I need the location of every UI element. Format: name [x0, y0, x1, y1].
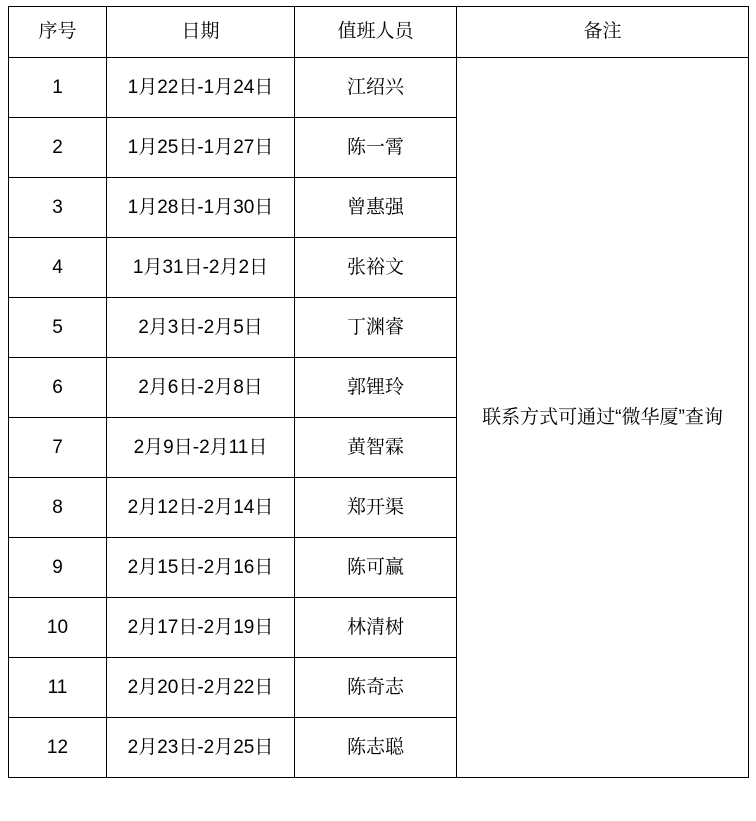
- cell-index: 1: [9, 58, 107, 118]
- cell-index: 12: [9, 718, 107, 778]
- column-header-index: 序号: [9, 7, 107, 58]
- cell-date: 2月12日-2月14日: [107, 478, 295, 538]
- cell-date: 1月22日-1月24日: [107, 58, 295, 118]
- cell-date: 1月25日-1月27日: [107, 118, 295, 178]
- column-header-remark: 备注: [457, 7, 749, 58]
- column-header-date: 日期: [107, 7, 295, 58]
- cell-duty-person: 张裕文: [295, 238, 457, 298]
- cell-date: 2月6日-2月8日: [107, 358, 295, 418]
- cell-duty-person: 陈一霄: [295, 118, 457, 178]
- cell-index: 2: [9, 118, 107, 178]
- cell-remark: 联系方式可通过“微华厦”查询: [457, 58, 749, 778]
- cell-index: 3: [9, 178, 107, 238]
- cell-index: 9: [9, 538, 107, 598]
- cell-index: 4: [9, 238, 107, 298]
- cell-duty-person: 郑开渠: [295, 478, 457, 538]
- cell-date: 2月23日-2月25日: [107, 718, 295, 778]
- column-header-duty-person: 值班人员: [295, 7, 457, 58]
- cell-index: 5: [9, 298, 107, 358]
- cell-date: 1月31日-2月2日: [107, 238, 295, 298]
- cell-index: 6: [9, 358, 107, 418]
- cell-duty-person: 黄智霖: [295, 418, 457, 478]
- cell-duty-person: 陈奇志: [295, 658, 457, 718]
- cell-date: 2月17日-2月19日: [107, 598, 295, 658]
- cell-index: 10: [9, 598, 107, 658]
- cell-duty-person: 陈志聪: [295, 718, 457, 778]
- cell-duty-person: 陈可赢: [295, 538, 457, 598]
- cell-index: 7: [9, 418, 107, 478]
- cell-date: 1月28日-1月30日: [107, 178, 295, 238]
- cell-date: 2月3日-2月5日: [107, 298, 295, 358]
- duty-schedule-table: [8, 6, 749, 778]
- cell-date: 2月15日-2月16日: [107, 538, 295, 598]
- cell-index: 8: [9, 478, 107, 538]
- cell-duty-person: 江绍兴: [295, 58, 457, 118]
- cell-duty-person: 丁渊睿: [295, 298, 457, 358]
- cell-duty-person: 曾惠强: [295, 178, 457, 238]
- table-header: [9, 7, 749, 58]
- table-body: [9, 58, 749, 778]
- cell-date: 2月9日-2月11日: [107, 418, 295, 478]
- cell-duty-person: 林清树: [295, 598, 457, 658]
- table-header-row: [9, 7, 749, 58]
- table-row: [9, 58, 749, 118]
- cell-duty-person: 郭锂玲: [295, 358, 457, 418]
- cell-date: 2月20日-2月22日: [107, 658, 295, 718]
- cell-index: 11: [9, 658, 107, 718]
